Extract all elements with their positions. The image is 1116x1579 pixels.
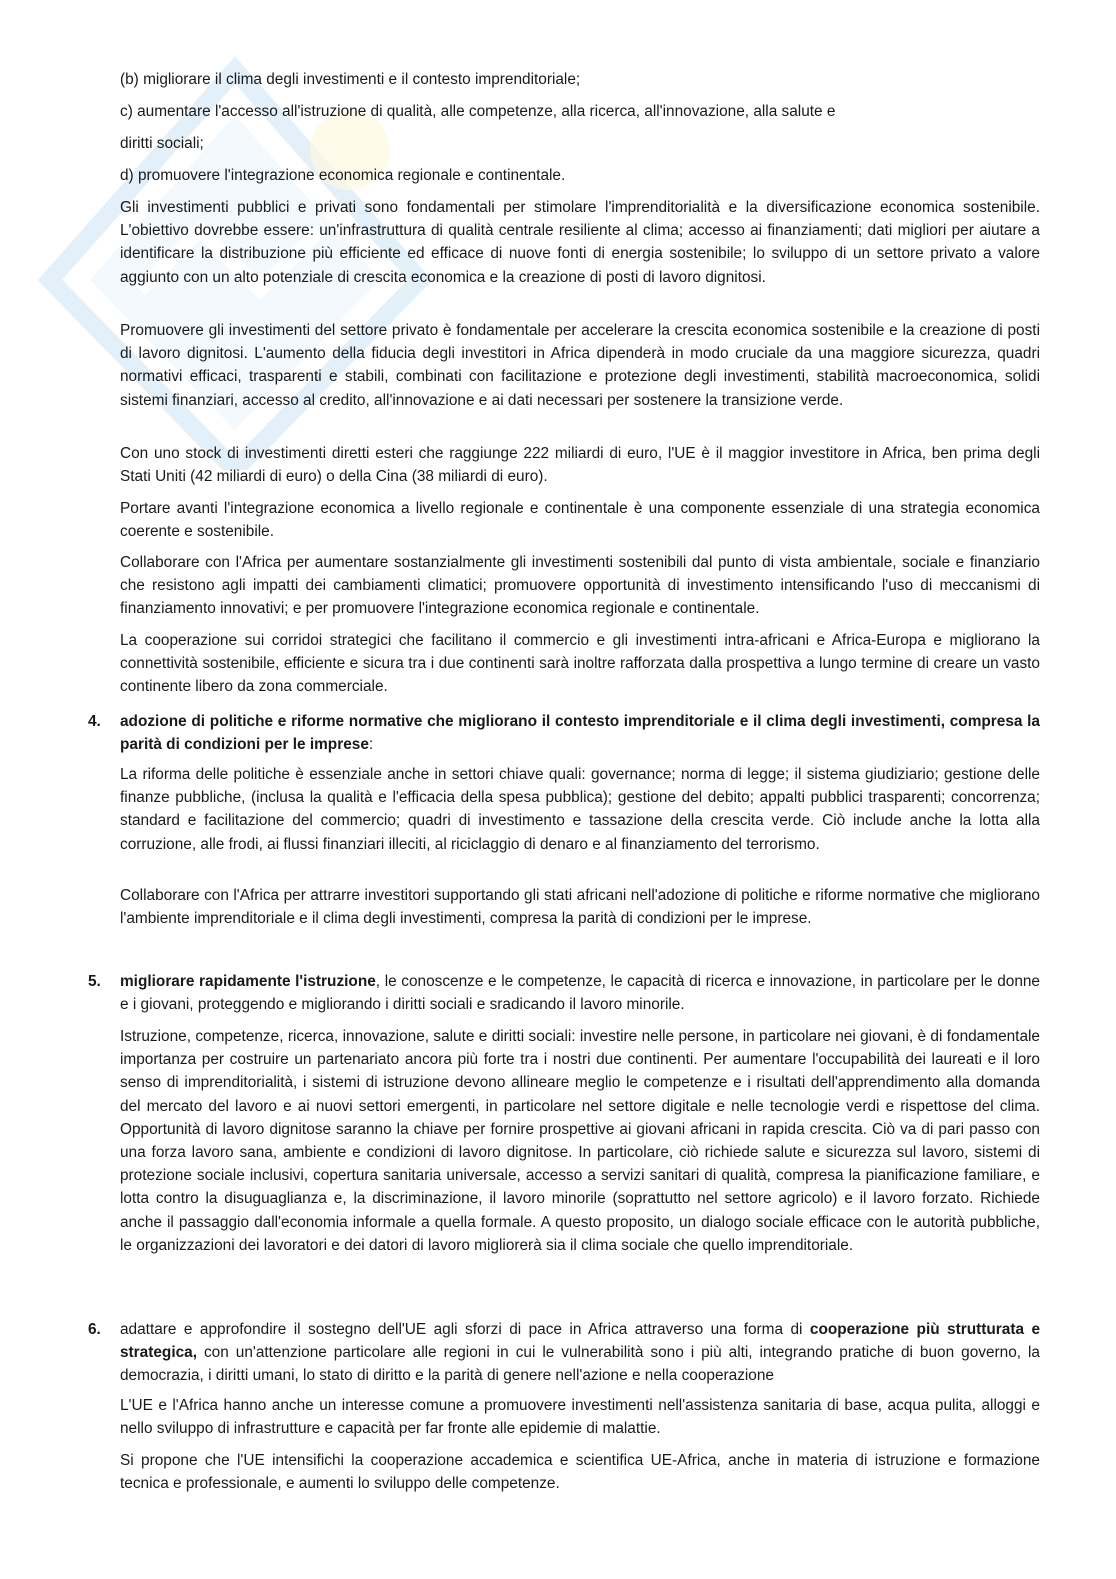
paragraph-health-investments: L'UE e l'Africa hanno anche un interesse comune a promuovere investimenti nell'assistenza sanitaria di base, acqua pulita, alloggi e nello sviluppo di infrastrutture e capacità per far fronte alle epidemie di malattie. bbox=[120, 1397, 1040, 1438]
paragraph-academic-cooperation: Si propone che l'UE intensifichi la cooperazione accademica e scientifica UE-Africa, anche in materia di istruzione e formazione tecnica e professionale, e aumenti lo sviluppo delle competenze. bbox=[120, 1452, 1040, 1493]
list-item-c-line2: diritti sociali; bbox=[120, 135, 204, 152]
paragraph-private-sector: Promuovere gli investimenti del settore privato è fondamentale per accelerare la crescita economica sostenibile e la creazione di posti di lavoro dignitosi. L'aumento della fiducia degli investitori in Africa dipenderà in modo cruciale da una maggiore sicurezza, quadri normativi efficaci, trasparenti e stabili, combinati con facilitazione e protezione degli investimenti, stabilità macroeconomica, solidi sistemi finanziari, accesso al credito, all'innovazione e ai dati necessari per sostenere la transizione verde. bbox=[120, 322, 1040, 409]
section-heading-5-tail: , le conoscenze e le competenze, le capacità di ricerca e innovazione, in particolare per le donne e i giovani, proteggendo e migliorando i diritti sociali e sradicando il lavoro minorile. bbox=[120, 973, 1040, 1014]
section-number-4: 4. bbox=[88, 713, 101, 730]
paragraph-integration: Portare avanti l'integrazione economica a livello regionale e continentale è una componente essenziale di una strategia economica coerente e sostenibile. bbox=[120, 500, 1040, 541]
section-heading-4-bold: adozione di politiche e riforme normative che migliorano il contesto imprenditoriale e il clima degli investimenti, compresa la parità di condizioni per le imprese bbox=[120, 713, 1040, 754]
section-heading-6-tail: con un'attenzione particolare alle regioni in cui le vulnerabilità sono i più alti, integrando pratiche di buon governo, la democrazia, i diritti umani, lo stato di diritto e la parità di genere nell'azione e nella cooperazione bbox=[120, 1344, 1040, 1385]
paragraph-fdi-stock: Con uno stock di investimenti diretti esteri che raggiunge 222 miliardi di euro, l'UE è il maggior investitore in Africa, ben prima degli Stati Uniti (42 miliardi di euro) o della Cina (38 miliardi di euro). bbox=[120, 445, 1040, 486]
paragraph-investments: Gli investimenti pubblici e privati sono fondamentali per stimolare l'imprenditorialità e la diversificazione economica sostenibile. L'obiettivo dovrebbe essere: un'infrastruttura di qualità centrale resiliente al clima; accesso ai finanziamenti; dati migliori per aiutare a identificare la distribuzione più efficiente ed efficace di nuove fonti di energia sostenibile; lo sviluppo di un settore privato a valore aggiunto con un alto potenziale di crescita economica e la creazione di posti di lavoro dignitosi. bbox=[120, 199, 1040, 286]
paragraph-policy-reform: La riforma delle politiche è essenziale anche in settori chiave quali: governance; norma di legge; il sistema giudiziario; gestione delle finanze pubbliche, (inclusa la qualità e l'efficacia della spesa pubblica); gestione del debito; appalti pubblici trasparenti; concorrenza; standard e facilitazione del commercio; quadri di investimento e tassazione della crescita verde. Ciò include anche la lotta alla corruzione, alle frodi, ai flussi finanziari illeciti, al riciclaggio di denaro e al finanziamento del terrorismo. bbox=[120, 766, 1040, 853]
paragraph-education: Istruzione, competenze, ricerca, innovazione, salute e diritti sociali: investire nelle persone, in particolare nei giovani, è di fondamentale importanza per costruire un partenariato ancora più forte tra i nostri due continenti. Per aumentare l'occupabilità dei laureati e il loro senso di imprenditorialità, i sistemi di istruzione devono allineare meglio le competenze e i risultati dell'apprendimento alla domanda del mercato del lavoro e ai nuovi settori emergenti, in particolare nel settore digitale e nelle tecnologie verdi e rispettose del clima. Opportunità di lavoro dignitose saranno la chiave per fornire prospettive ai giovani africani in rapida crescita. Ciò va di pari passo con una forza lavoro sana, ambiente e condizioni di lavoro dignitose. In particolare, ciò richiede salute e sicurezza sul lavoro, sistemi di protezione sociale inclusivi, copertura sanitaria universale, accesso a servizi sanitari di qualità, compresa la pianificazione familiare, e lotta contro la disuguaglianza e, la discriminazione, il lavoro minorile (soprattutto nel settore agricolo) e il lavoro forzato. Richiede anche il passaggio dall'economia informale a quella formale. A questo proposito, un dialogo sociale efficace con le autorità pubbliche, le organizzazioni dei lavoratori e dei datori di lavoro migliorerà sia il clima sociale che quello imprenditoriale. bbox=[120, 1028, 1040, 1254]
section-number-5: 5. bbox=[88, 973, 101, 990]
paragraph-attract-investors: Collaborare con l'Africa per attrarre investitori supportando gli stati africani nell'adozione di politiche e riforme normative che migliorano l'ambiente imprenditoriale e il clima degli investimenti, compresa la parità di condizioni per le imprese. bbox=[120, 887, 1040, 928]
list-item-b: (b) migliorare il clima degli investimenti e il contesto imprenditoriale; bbox=[120, 71, 581, 88]
section-heading-6-bold: cooperazione più strutturata e strategica, bbox=[120, 1321, 1040, 1362]
paragraph-corridors: La cooperazione sui corridoi strategici che facilitano il commercio e gli investimenti intra-africani e Africa-Europa e migliorano la connettività sostenibile, efficiente e sicura tra i due continenti sarà inoltre rafforzata dalla prospettiva a lungo termine di creare un vasto continente libero da zona commerciale. bbox=[120, 632, 1040, 696]
section-heading-5 bbox=[120, 970, 1040, 1016]
section-heading-4 bbox=[120, 710, 1040, 756]
section-number-6: 6. bbox=[88, 1321, 101, 1338]
section-heading-4-tail: : bbox=[368, 736, 374, 754]
paragraph-collaborate-sustainable: Collaborare con l'Africa per aumentare sostanzialmente gli investimenti sostenibili dal punto di vista ambientale, sociale e finanziario che resistono agli impatti dei cambiamenti climatici; promuovere opportunità di investimento intensificando l'uso di meccanismi di finanziamento innovativi; e per promuovere l'integrazione economica regionale e continentale. bbox=[120, 554, 1040, 618]
section-heading-6-pre: adattare e approfondire il sostegno dell'UE agli sforzi di pace in Africa attraverso una forma di bbox=[120, 1321, 810, 1338]
section-heading-5-bold: migliorare rapidamente l'istruzione bbox=[120, 973, 376, 990]
list-item-d: d) promuovere l'integrazione economica regionale e continentale. bbox=[120, 167, 566, 184]
section-heading-6 bbox=[120, 1318, 1040, 1388]
list-item-c-line1: c) aumentare l'accesso all'istruzione di qualità, alle competenze, alla ricerca, all'innovazione, alla salute e bbox=[120, 103, 836, 120]
